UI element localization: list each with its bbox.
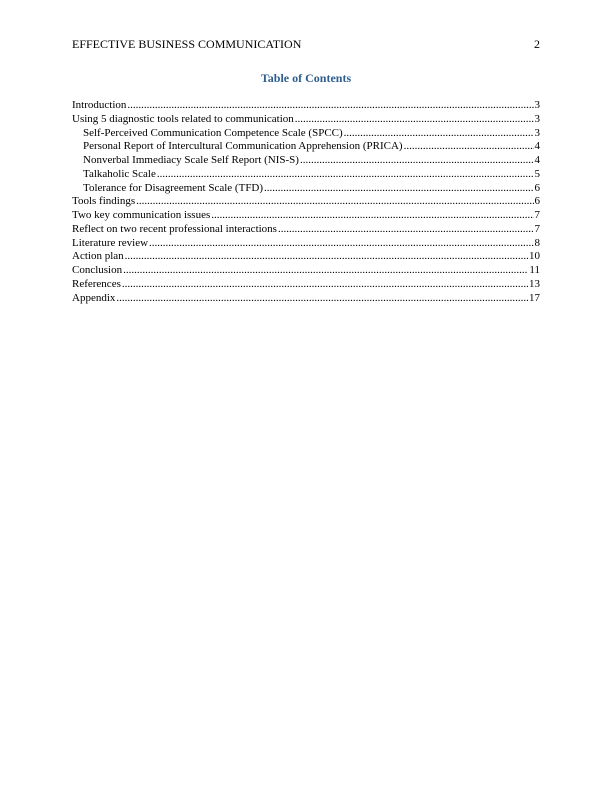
toc-entry-page: 11 xyxy=(529,264,540,276)
toc-entry-page: 8 xyxy=(534,236,540,249)
toc-entry-page: 3 xyxy=(534,99,540,111)
toc-entry-action-plan[interactable] xyxy=(72,250,540,264)
toc-entry-label: Conclusion xyxy=(72,264,123,276)
toc-entry-page: 4 xyxy=(534,140,540,153)
toc-dot-leader xyxy=(300,154,534,168)
toc-entry-label: Action plan xyxy=(72,250,124,263)
toc-dot-leader xyxy=(122,278,528,292)
toc-entry-page: 3 xyxy=(534,112,540,125)
toc-entry-conclusion[interactable] xyxy=(72,264,540,278)
toc-entry-communication-issues[interactable] xyxy=(72,209,540,223)
toc-entry-appendix[interactable] xyxy=(72,292,540,306)
toc-entry-label: Introduction xyxy=(72,99,127,111)
toc-dot-leader xyxy=(211,209,533,223)
toc-entry-literature-review[interactable] xyxy=(72,237,540,251)
toc-entry-label: Tools findings xyxy=(72,195,136,208)
toc-dot-leader xyxy=(123,264,528,278)
toc-entry-references[interactable] xyxy=(72,278,540,292)
toc-entry-page: 10 xyxy=(529,250,540,263)
toc-entry-talkaholic[interactable] xyxy=(72,168,540,182)
toc-entry-label: Tolerance for Disagreement Scale (TFD) xyxy=(83,181,264,194)
toc-entry-page: 3 xyxy=(534,126,540,139)
running-header-title: EFFECTIVE BUSINESS COMMUNICATION xyxy=(72,37,302,51)
toc-dot-leader xyxy=(278,223,534,237)
toc-entry-label: Personal Report of Intercultural Communication Apprehension (PRICA) xyxy=(83,140,403,153)
toc-dot-leader xyxy=(136,195,533,209)
toc-entry-label: Appendix xyxy=(72,291,116,304)
toc-entry-page: 5 xyxy=(534,167,540,180)
toc-entry-spcc[interactable] xyxy=(72,127,540,141)
toc-dot-leader xyxy=(264,182,533,196)
toc-entry-label: Using 5 diagnostic tools related to communication xyxy=(72,112,294,125)
toc-entry-nis-s[interactable] xyxy=(72,154,540,168)
toc-entry-page: 7 xyxy=(534,222,540,235)
toc-entry-page: 7 xyxy=(534,209,540,221)
toc-entry-page: 6 xyxy=(534,195,540,208)
toc-entry-label: Reflect on two recent professional interactions xyxy=(72,222,277,235)
toc-heading: Table of Contents xyxy=(260,71,352,85)
toc-dot-leader xyxy=(404,140,534,154)
toc-dot-leader xyxy=(344,127,534,141)
toc-entry-label: Two key communication issues xyxy=(72,209,211,221)
toc-dot-leader xyxy=(127,99,533,113)
toc-entry-label: Nonverbal Immediacy Scale Self Report (NIS-S) xyxy=(83,154,299,166)
toc-dot-leader xyxy=(157,168,534,182)
toc-entry-page: 17 xyxy=(529,291,540,304)
toc-dot-leader xyxy=(116,292,528,306)
toc-entry-page: 13 xyxy=(529,277,540,290)
toc-entry-tfd[interactable] xyxy=(72,182,540,196)
toc-entry-page: 4 xyxy=(534,154,540,166)
toc-entry-tools-findings[interactable] xyxy=(72,195,540,209)
toc-entry-label: Self-Perceived Communication Competence Scale (SPCC) xyxy=(83,126,343,139)
table-of-contents xyxy=(72,99,540,305)
running-header xyxy=(72,37,540,51)
toc-entry-introduction[interactable] xyxy=(72,99,540,113)
toc-dot-leader xyxy=(149,237,533,251)
toc-entry-label: Literature review xyxy=(72,236,149,249)
toc-entry-label: References xyxy=(72,277,121,290)
toc-dot-leader xyxy=(125,250,528,264)
page-number: 2 xyxy=(534,37,540,51)
toc-entry-diagnostic-tools[interactable] xyxy=(72,113,540,127)
toc-entry-label: Talkaholic Scale xyxy=(83,167,156,180)
toc-dot-leader xyxy=(295,113,534,127)
toc-entry-professional-interactions[interactable] xyxy=(72,223,540,237)
toc-entry-prica[interactable] xyxy=(72,140,540,154)
toc-entry-page: 6 xyxy=(534,181,540,194)
